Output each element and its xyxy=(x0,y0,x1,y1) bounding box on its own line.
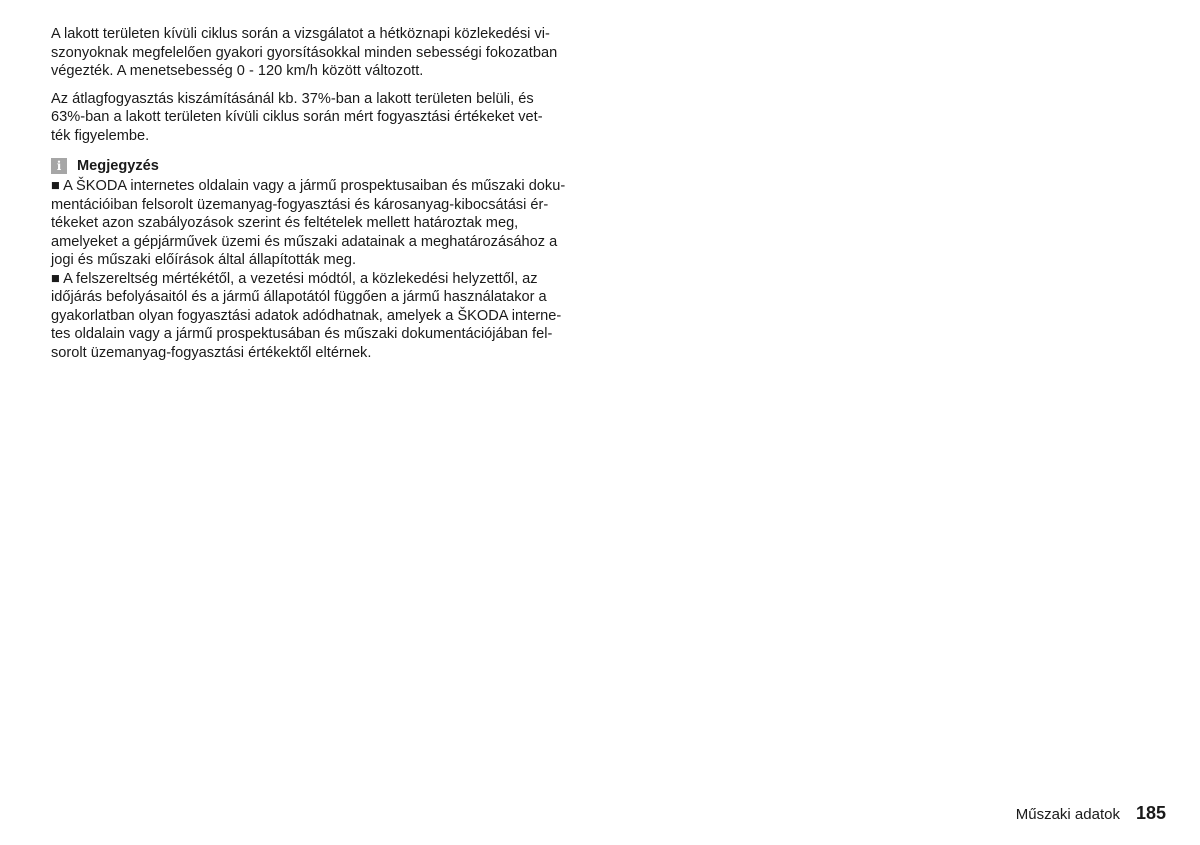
note-title: Megjegyzés xyxy=(77,157,159,174)
paragraph-line: szonyoknak megfelelően gyakori gyorsításokkal minden sebességi fokozatban xyxy=(51,44,558,61)
note-body xyxy=(51,177,611,362)
note-line: sorolt üzemanyag-fogyasztási értékektől eltérnek. xyxy=(51,344,372,361)
note-line: amelyeket a gépjárművek üzemi és műszaki adatainak a meghatározásához a xyxy=(51,233,558,250)
info-icon: i xyxy=(51,158,67,174)
note-line: tes oldalain vagy a jármű prospektusában és műszaki dokumentációjában fel- xyxy=(51,326,553,342)
note-line: jogi és műszaki előírások által állapították meg. xyxy=(51,252,356,268)
paragraph-line: A lakott területen kívüli ciklus során a vizsgálatot a hétköznapi közlekedési vi- xyxy=(51,26,550,42)
paragraph-line: ték figyelembe. xyxy=(51,127,150,144)
paragraph-line: végezték. A menetsebesség 0 - 120 km/h között változott. xyxy=(51,63,424,79)
note-line: ■ A ŠKODA internetes oldalain vagy a jármű prospektusaiban és műszaki doku- xyxy=(51,178,566,194)
paragraph-line: Az átlagfogyasztás kiszámításánál kb. 37%-ban a lakott területen belüli, és xyxy=(51,90,534,107)
paragraph-2 xyxy=(51,90,611,146)
note-line: gyakorlatban olyan fogyasztási adatok adódhatnak, amelyek a ŠKODA interne- xyxy=(51,307,562,324)
paragraph-line: 63%-ban a lakott területen kívüli ciklus során mért fogyasztási értékeket vet- xyxy=(51,109,543,125)
note-line: időjárás befolyásaitól és a jármű állapotától függően a jármű használatakor a xyxy=(51,289,547,305)
note-line: tékeket azon szabályozások szerint és feltételek mellett határoztak meg, xyxy=(51,215,519,231)
note-header xyxy=(51,157,611,175)
note-line: ■ A felszereltség mértékétől, a vezetési módtól, a közlekedési helyzettől, az xyxy=(51,270,538,287)
footer-section-title: Műszaki adatok xyxy=(1015,806,1120,823)
note-line: mentációiban felsorolt üzemanyag-fogyasztási és károsanyag-kibocsátási ér- xyxy=(51,196,549,213)
page-number: 185 xyxy=(1135,803,1166,823)
page-footer xyxy=(1016,803,1166,824)
text-column xyxy=(51,25,611,362)
paragraph-1 xyxy=(51,25,611,81)
